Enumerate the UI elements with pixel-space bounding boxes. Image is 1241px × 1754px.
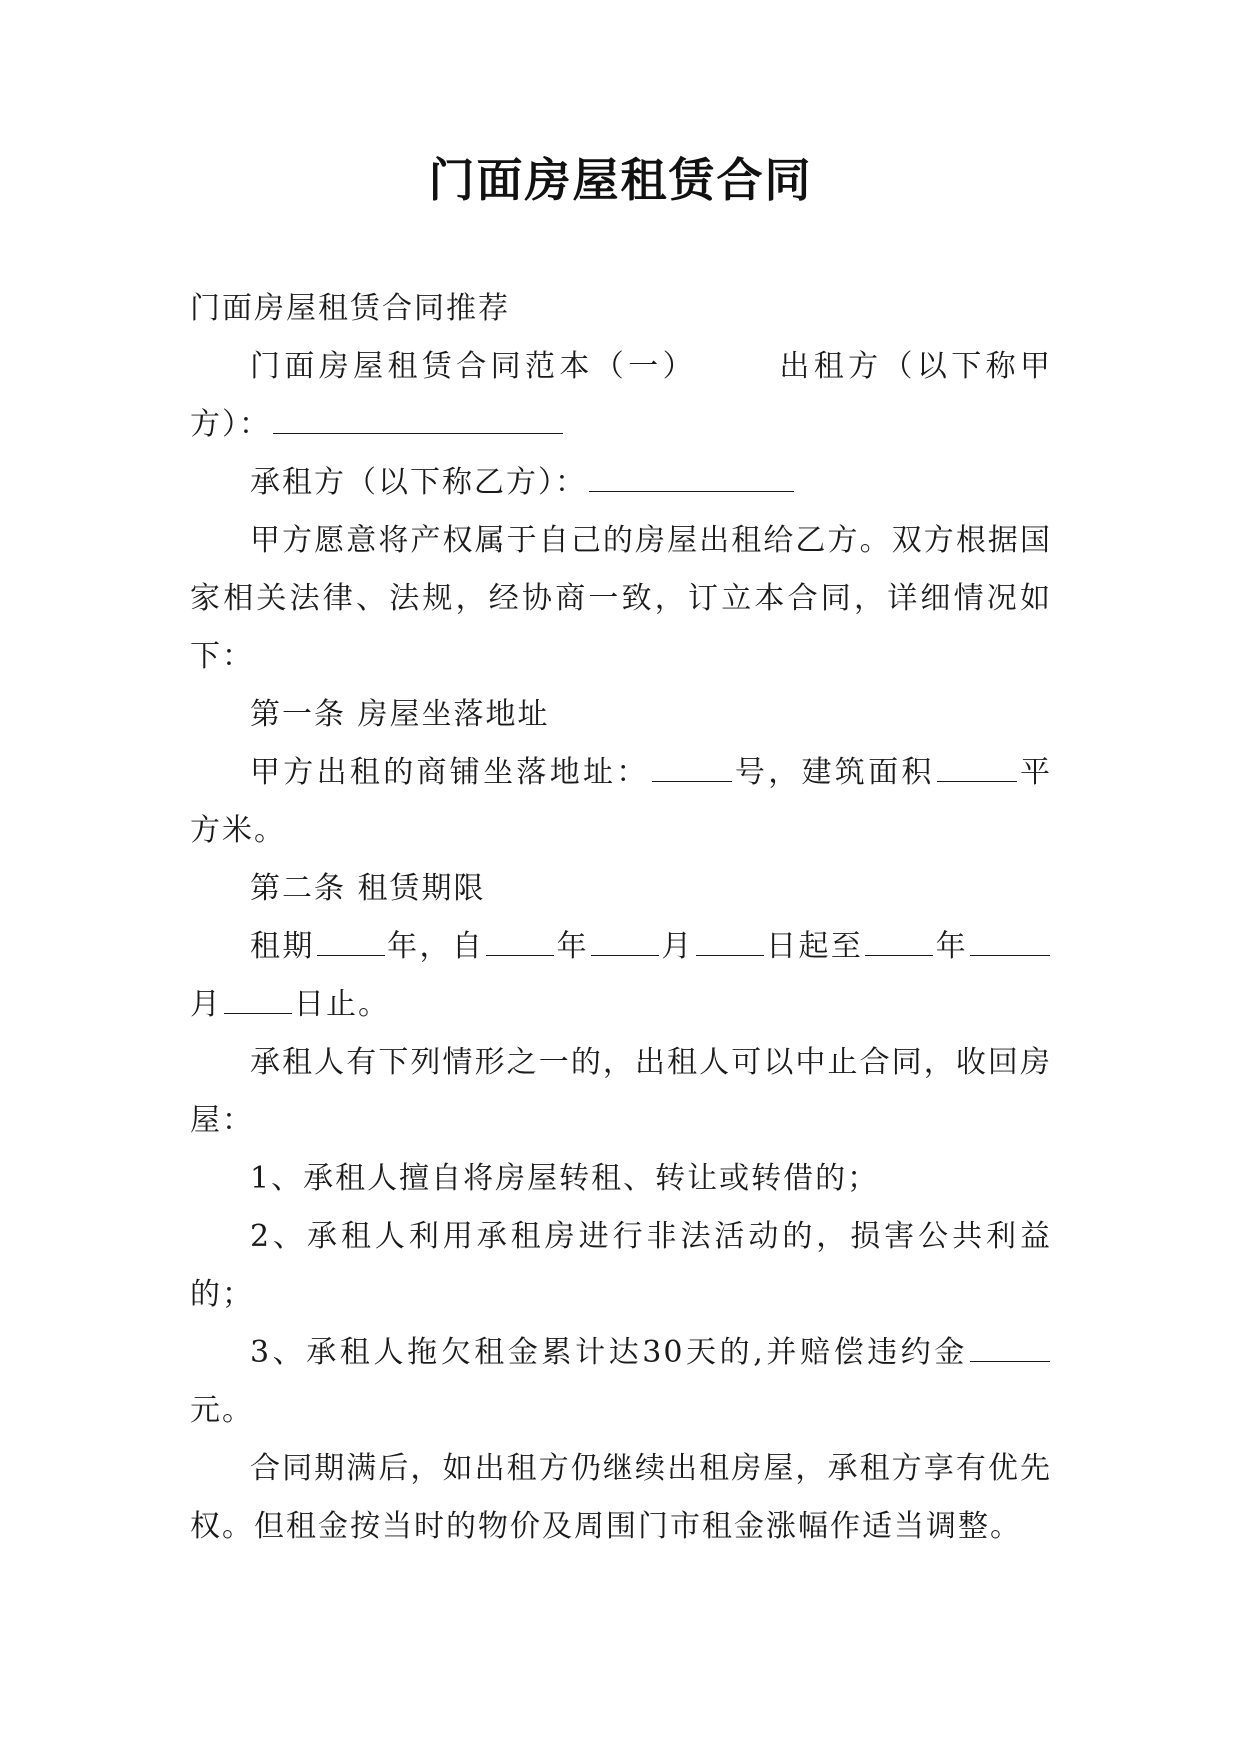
year-label: 年 bbox=[935, 929, 968, 964]
day-to-label: 日起至 bbox=[765, 929, 864, 964]
document-heading: 门面房屋租赁合同推荐 bbox=[190, 291, 510, 326]
area-label: 号，建筑面积 bbox=[733, 755, 935, 790]
paragraph-termination: 承租人有下列情形之一的，出租人可以中止合同，收回房屋： bbox=[190, 1045, 1052, 1138]
list-item-3 bbox=[190, 1324, 1052, 1440]
end-year-blank[interactable] bbox=[865, 925, 933, 956]
start-day-blank[interactable] bbox=[696, 925, 764, 956]
end-month-blank[interactable] bbox=[970, 925, 1050, 956]
lessee-label: 承租方（以下称乙方）： bbox=[250, 465, 587, 500]
document-body bbox=[190, 280, 1052, 1556]
paragraph-renewal: 合同期满后，如出租方仍继续出租房屋，承租方享有优先权。但租金按当时的物价及周围门市租金涨幅作适当调整。 bbox=[190, 1451, 1052, 1544]
lessor-name-blank[interactable] bbox=[273, 403, 563, 434]
lessor-label: 出租方（以下称甲方）： bbox=[190, 349, 1053, 442]
article-1-heading: 第一条 房屋坐落地址 bbox=[250, 697, 550, 732]
area-blank[interactable] bbox=[937, 751, 1017, 782]
term-from-label: 年，自 bbox=[386, 929, 485, 964]
list-item-1: 1、承租人擅自将房屋转租、转让或转借的； bbox=[250, 1161, 880, 1196]
document-title: 门面房屋租赁合同 bbox=[428, 153, 813, 207]
start-year-blank[interactable] bbox=[486, 925, 554, 956]
year-label: 年 bbox=[556, 929, 589, 964]
list-item-3-text: 3、承租人拖欠租金累计达30天的,并赔偿违约金 bbox=[250, 1335, 968, 1370]
end-day-blank[interactable] bbox=[224, 983, 292, 1014]
list-item-2: 2、承租人利用承租房进行非法活动的，损害公共利益的； bbox=[190, 1219, 1052, 1312]
contract-template-label: 门面房屋租赁合同范本（一） bbox=[250, 349, 697, 384]
month-label: 月 bbox=[661, 929, 694, 964]
paragraph-parties-lessor bbox=[190, 338, 1052, 454]
paragraph-lessee bbox=[190, 454, 1052, 512]
penalty-amount-blank[interactable] bbox=[970, 1331, 1050, 1362]
area-unit: 平方米。 bbox=[190, 755, 1053, 848]
term-years-blank[interactable] bbox=[317, 925, 385, 956]
paragraph-intro: 甲方愿意将产权属于自己的房屋出租给乙方。双方根据国家相关法律、法规，经协商一致，订立本合同，详细情况如下： bbox=[190, 523, 1052, 674]
month-label: 月 bbox=[190, 987, 222, 1022]
term-label: 租期 bbox=[250, 929, 315, 964]
paragraph-address bbox=[190, 744, 1052, 860]
address-number-blank[interactable] bbox=[652, 751, 732, 782]
address-label: 甲方出租的商铺坐落地址： bbox=[250, 755, 650, 790]
day-end-label: 日止。 bbox=[294, 987, 390, 1022]
start-month-blank[interactable] bbox=[591, 925, 659, 956]
currency-unit: 元。 bbox=[190, 1393, 254, 1428]
paragraph-term bbox=[190, 918, 1052, 1034]
lessee-name-blank[interactable] bbox=[589, 461, 794, 492]
article-2-heading: 第二条 租赁期限 bbox=[250, 871, 486, 906]
